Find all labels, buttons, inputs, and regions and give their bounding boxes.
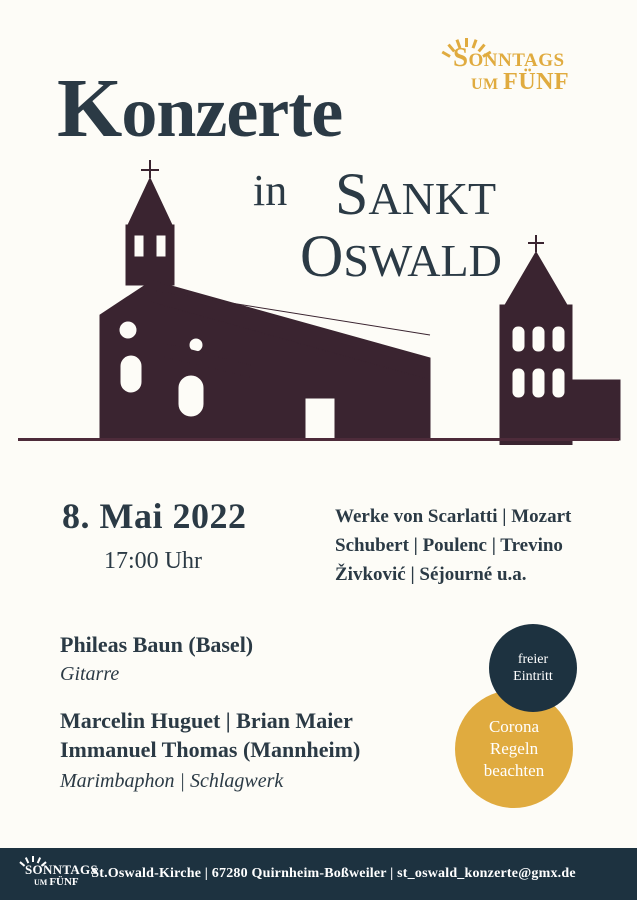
performer-2-names-line1: Marcelin Huguet | Brian Maier	[60, 708, 353, 733]
brand-logo	[439, 38, 609, 100]
free-entry-badge	[489, 624, 577, 712]
title-line-in: in	[253, 166, 288, 215]
footer-brand-logo	[16, 852, 98, 896]
title-line-oswald: OSWALD	[300, 223, 502, 289]
footer-brand-line-2: UM FÜNF	[34, 876, 79, 888]
footer-brand-line-1: SONNTAGS	[25, 862, 98, 877]
performer-1-names: Phileas Baun (Basel)	[60, 632, 254, 657]
event-date: 8. Mai 2022	[62, 496, 247, 536]
footer-bar	[0, 848, 637, 900]
corona-line-3: beachten	[483, 761, 545, 781]
title-line-sankt: SANKT	[335, 161, 497, 227]
performer-2-names-line2: Immanuel Thomas (Mannheim)	[60, 737, 361, 762]
brand-line-2: UM FÜNF	[471, 68, 570, 95]
footer-contact: St.Oswald-Kirche | 67280 Quirnheim-Boßweiler | st_oswald_konzerte@gmx.de	[91, 866, 576, 881]
performer-2-instrument: Marimbaphon | Schlagwerk	[60, 770, 284, 792]
title-line-konzerte: Konzerte	[57, 62, 343, 155]
performer-1-instrument: Gitarre	[60, 663, 120, 685]
brand-line-1: SONNTAGS	[453, 42, 565, 72]
event-time: 17:00 Uhr	[104, 548, 202, 574]
program-works: Werke von Scarlatti | Mozart Schubert | Poulenc | Trevino Živković | Séjourné u.a.	[335, 506, 572, 585]
free-entry-line-1: freier	[517, 651, 549, 667]
divider-rule	[18, 438, 619, 441]
corona-line-2: Regeln	[489, 738, 539, 758]
free-entry-line-2: Eintritt	[513, 669, 553, 684]
corona-line-1: Corona	[488, 716, 540, 736]
